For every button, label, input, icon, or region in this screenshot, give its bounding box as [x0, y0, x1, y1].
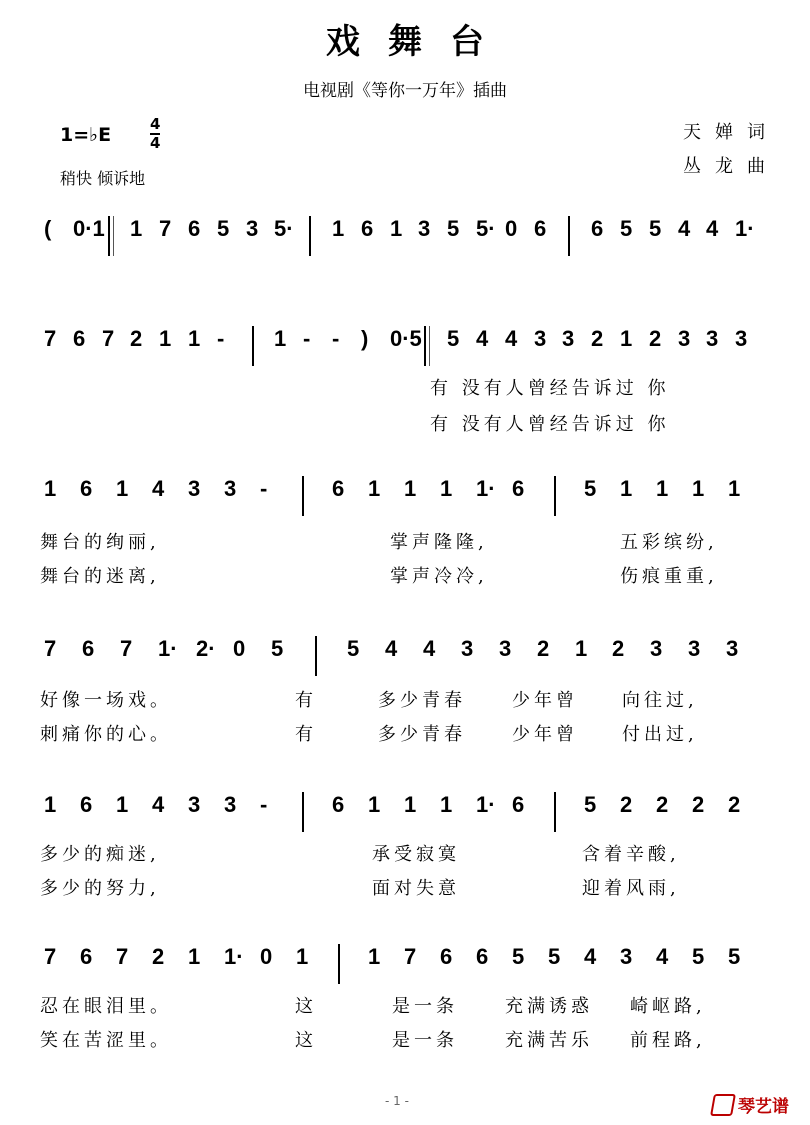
note: 1	[656, 476, 669, 501]
note: 4	[423, 636, 436, 661]
note: 5	[728, 944, 741, 969]
note: 6	[82, 636, 95, 661]
lyric-line-4-v1-c: 多少青春	[378, 690, 466, 711]
note: 1	[368, 944, 381, 969]
key-signature: 1=♭E	[60, 124, 112, 146]
note: 7	[120, 636, 133, 661]
note: 0	[233, 636, 246, 661]
lyric-line-5-v1-c: 含着辛酸,	[582, 844, 680, 865]
lyric-line-5-v2-c: 迎着风雨,	[582, 878, 680, 899]
note: -	[332, 326, 340, 351]
note: 1·	[735, 216, 755, 241]
lyric-line-2-verse-1: 有 没有人曾经告诉过 你	[430, 378, 670, 399]
note: 2	[620, 792, 633, 817]
note: 1	[188, 326, 201, 351]
note: 1·	[224, 944, 244, 969]
bar-line	[424, 326, 426, 366]
note: 6	[361, 216, 374, 241]
logo-icon	[710, 1094, 736, 1116]
lyric-line-3-v1-c: 五彩缤纷,	[620, 532, 718, 553]
note: 1	[188, 944, 201, 969]
note: 3	[688, 636, 701, 661]
bar-line	[315, 636, 317, 676]
note: 1	[390, 216, 403, 241]
note: 3	[650, 636, 663, 661]
time-signature: 4 4	[150, 115, 161, 152]
lyric-line-6-v1-d: 充满诱惑	[505, 996, 593, 1017]
note: 5	[447, 326, 460, 351]
lyric-line-3-v2-b: 掌声冷冷,	[390, 566, 488, 587]
note: 1	[620, 476, 633, 501]
note: 5	[217, 216, 230, 241]
lyric-line-4-v2-e: 付出过,	[622, 724, 698, 745]
note: 5·	[274, 216, 294, 241]
note: 3	[735, 326, 748, 351]
note: -	[260, 476, 268, 501]
note: 4	[706, 216, 719, 241]
note: )	[361, 326, 369, 351]
note: 2	[152, 944, 165, 969]
bar-line	[568, 216, 570, 256]
note: 1	[368, 476, 381, 501]
score-line-4	[44, 632, 774, 672]
note: 3	[188, 476, 201, 501]
lyric-line-3-v1-b: 掌声隆隆,	[390, 532, 488, 553]
lyric-line-6-v2-c: 是一条	[392, 1030, 458, 1051]
lyric-line-6-v2-d: 充满苦乐	[505, 1030, 593, 1051]
bar-line	[554, 476, 556, 516]
lyric-line-5-v1-a: 多少的痴迷,	[40, 844, 160, 865]
note: 6	[73, 326, 86, 351]
note: 0·5	[390, 326, 422, 351]
note: 0	[260, 944, 273, 969]
lyric-line-6-v2-b: 这	[295, 1030, 317, 1051]
note: 3	[534, 326, 547, 351]
note: 1·	[158, 636, 178, 661]
note: 7	[44, 944, 57, 969]
note: -	[303, 326, 311, 351]
lyric-line-4-v1-d: 少年曾	[512, 690, 578, 711]
lyric-line-5-v1-b: 承受寂寞	[372, 844, 460, 865]
note: 3	[461, 636, 474, 661]
score-line-5	[44, 788, 774, 828]
lyric-line-6-v2-e: 前程路,	[630, 1030, 706, 1051]
note: 3	[418, 216, 431, 241]
note: 7	[102, 326, 115, 351]
bar-line	[429, 326, 430, 366]
note: 7	[44, 326, 57, 351]
note: 1	[368, 792, 381, 817]
note: 5·	[476, 216, 496, 241]
note: 4	[584, 944, 597, 969]
note: 6	[332, 792, 345, 817]
note: 2·	[196, 636, 216, 661]
note: 6	[80, 944, 93, 969]
bar-line	[302, 476, 304, 516]
note: 6	[80, 792, 93, 817]
note: 1	[575, 636, 588, 661]
bar-line	[113, 216, 114, 256]
note: 5	[584, 476, 597, 501]
note: 3	[499, 636, 512, 661]
note: 5	[620, 216, 633, 241]
note: 1	[296, 944, 309, 969]
note: 5	[447, 216, 460, 241]
note: (	[44, 216, 52, 241]
note: 1·	[476, 792, 496, 817]
lyric-line-2-verse-2: 有 没有人曾经告诉过 你	[430, 414, 670, 435]
note: 1·	[476, 476, 496, 501]
note: 1	[440, 476, 453, 501]
note: 4	[152, 792, 165, 817]
note: 5	[692, 944, 705, 969]
note: 4	[152, 476, 165, 501]
note: 3	[246, 216, 259, 241]
note: 6	[188, 216, 201, 241]
lyricist-credit: 天婵词	[683, 122, 779, 143]
bar-line	[554, 792, 556, 832]
note: 7	[44, 636, 57, 661]
bar-line	[108, 216, 110, 256]
note: 7	[159, 216, 172, 241]
lyric-line-6-v1-b: 这	[295, 996, 317, 1017]
note: 5	[271, 636, 284, 661]
note: 6	[591, 216, 604, 241]
bar-line	[338, 944, 340, 984]
lyric-line-4-v1-a: 好像一场戏。	[40, 690, 172, 711]
lyric-line-6-v1-c: 是一条	[392, 996, 458, 1017]
note: 1	[332, 216, 345, 241]
note: 4	[476, 326, 489, 351]
note: 2	[649, 326, 662, 351]
lyric-line-3-v1-a: 舞台的绚丽,	[40, 532, 160, 553]
note: 1	[159, 326, 172, 351]
note: 5	[347, 636, 360, 661]
note: 6	[512, 792, 525, 817]
lyric-line-6-v1-e: 崎岖路,	[630, 996, 706, 1017]
note: 2	[130, 326, 143, 351]
note: 4	[656, 944, 669, 969]
note: 0	[505, 216, 518, 241]
bar-line	[302, 792, 304, 832]
tempo-marking: 稍快 倾诉地	[60, 169, 146, 188]
lyric-line-4-v2-d: 少年曾	[512, 724, 578, 745]
note: 6	[80, 476, 93, 501]
note: 3	[620, 944, 633, 969]
note: 5	[649, 216, 662, 241]
composer-credit: 丛龙曲	[683, 156, 779, 177]
site-logo: 琴艺谱	[712, 1092, 789, 1117]
note: 5	[584, 792, 597, 817]
lyric-line-6-v1-a: 忍在眼泪里。	[40, 996, 172, 1017]
note: 1	[440, 792, 453, 817]
note: 6	[534, 216, 547, 241]
note: 1	[116, 792, 129, 817]
note: 0·1	[73, 216, 105, 241]
lyric-line-5-v2-a: 多少的努力,	[40, 878, 160, 899]
note: 1	[404, 476, 417, 501]
lyric-line-4-v2-c: 多少青春	[378, 724, 466, 745]
song-subtitle: 电视剧《等你一万年》插曲	[303, 81, 507, 101]
note: 3	[188, 792, 201, 817]
note: 6	[332, 476, 345, 501]
note: 4	[678, 216, 691, 241]
note: 1	[728, 476, 741, 501]
page-number: - 1 -	[385, 1094, 409, 1108]
note: 3	[678, 326, 691, 351]
lyric-line-4-v2-b: 有	[295, 724, 317, 745]
lyric-line-5-v2-b: 面对失意	[372, 878, 460, 899]
note: 3	[224, 476, 237, 501]
note: -	[217, 326, 225, 351]
note: 6	[440, 944, 453, 969]
lyric-line-6-v2-a: 笑在苦涩里。	[40, 1030, 172, 1051]
note: 1	[692, 476, 705, 501]
note: 1	[116, 476, 129, 501]
note: 6	[476, 944, 489, 969]
note: 1	[44, 476, 57, 501]
note: 1	[404, 792, 417, 817]
song-title: 戏舞台	[326, 22, 512, 62]
note: 1	[44, 792, 57, 817]
note: 5	[512, 944, 525, 969]
note: 2	[612, 636, 625, 661]
note: 1	[620, 326, 633, 351]
bar-line	[309, 216, 311, 256]
lyric-line-3-v2-c: 伤痕重重,	[620, 566, 718, 587]
note: 1	[274, 326, 287, 351]
score-line-6	[44, 940, 774, 980]
note: 5	[548, 944, 561, 969]
note: 7	[116, 944, 129, 969]
note: 1	[130, 216, 143, 241]
note: 4	[505, 326, 518, 351]
note: 4	[385, 636, 398, 661]
note: 3	[706, 326, 719, 351]
note: 7	[404, 944, 417, 969]
lyric-line-4-v2-a: 刺痛你的心。	[40, 724, 172, 745]
lyric-line-4-v1-b: 有	[295, 690, 317, 711]
note: 3	[726, 636, 739, 661]
score-line-1	[44, 212, 774, 252]
note: 2	[656, 792, 669, 817]
note: 6	[512, 476, 525, 501]
bar-line	[252, 326, 254, 366]
lyric-line-3-v2-a: 舞台的迷离,	[40, 566, 160, 587]
note: 2	[692, 792, 705, 817]
score-line-2	[44, 322, 774, 362]
lyric-line-4-v1-e: 向往过,	[622, 690, 698, 711]
note: 2	[537, 636, 550, 661]
note: 3	[224, 792, 237, 817]
note: 2	[728, 792, 741, 817]
score-line-3	[44, 472, 774, 512]
note: 3	[562, 326, 575, 351]
note: -	[260, 792, 268, 817]
note: 2	[591, 326, 604, 351]
